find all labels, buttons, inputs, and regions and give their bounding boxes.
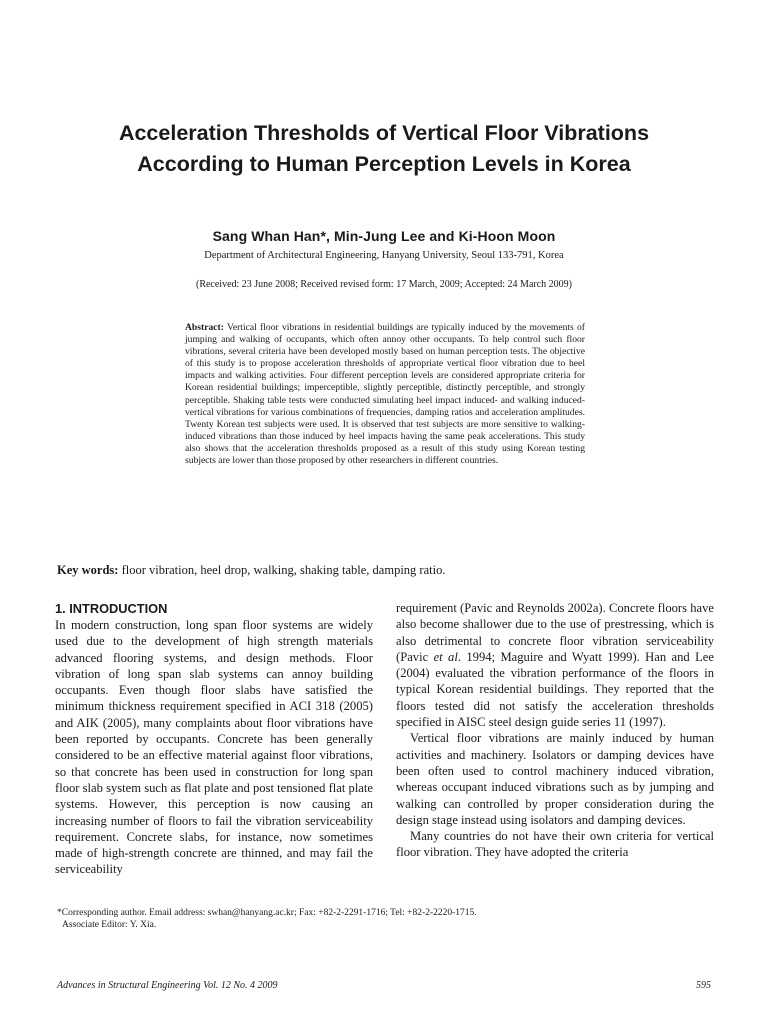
footnote <box>57 907 477 931</box>
section-heading: 1. INTRODUCTION <box>55 601 168 616</box>
left-column <box>55 600 373 878</box>
intro-paragraph-3: Many countries do not have their own criteria for vertical floor vibration. They have adopted the criteria <box>396 829 714 860</box>
title-line-1: Acceleration Thresholds of Vertical Floor Vibrations <box>118 121 650 145</box>
keywords-label: Key words: <box>57 563 119 577</box>
submission-dates: (Received: 23 June 2008; Received revised form: 17 March, 2009; Accepted: 24 March 2009) <box>195 279 572 290</box>
abstract <box>185 322 585 467</box>
footnote-associate-editor: Associate Editor: Y. Xia. <box>62 920 157 930</box>
intro-paragraph-2: Vertical floor vibrations are mainly induced by human activities and machinery. Isolators or damping devices have been often used to control machinery induced vibration, whereas occupant induced vibrations such as by jumping and walking can controlled by proper consideration during the design stage instead using isolators and damping devices. <box>396 731 714 827</box>
paper-title <box>40 118 728 180</box>
keywords-text: floor vibration, heel drop, walking, shaking table, damping ratio. <box>121 563 446 577</box>
footnote-corresponding-author: *Corresponding author. Email address: swhan@hanyang.ac.kr; Fax: +82-2-2291-1716; Tel: +82-2-2220-1715. <box>57 908 477 918</box>
right-column <box>396 600 714 861</box>
author-list: Sang Whan Han*, Min-Jung Lee and Ki-Hoon Moon <box>212 228 556 244</box>
intro-paragraph-1: In modern construction, long span floor systems are widely used due to the development of high strength materials advanced flooring systems, and design methods. Floor vibration of long span slab systems can annoy building occupants. Even though floor slabs have satisfied the minimum thickness requirement specified in ACI 318 (2005) and AIK (2005), many complaints about floor vibrations have been reported by occupants. Concrete has been generally considered to be an effective material against floor vibrations, so that concrete has been used in construction for long span floor slab system such as flat plate and post tensioned flat plate systems. However, this perception is now causing an increasing number of floors to fail the vibration serviceability requirement. Concrete slabs, for instance, now sometimes made of high-strength concrete are thinned, and may fail the serviceability <box>55 618 373 877</box>
intro-paragraph-1-continued <box>396 600 714 730</box>
journal-citation: Advances in Structural Engineering Vol. 12 No. 4 2009 <box>57 980 278 991</box>
abstract-label: Abstract: <box>185 322 224 333</box>
title-line-2: According to Human Perception Levels in Korea <box>137 152 631 176</box>
keywords <box>57 563 445 578</box>
abstract-text: Vertical floor vibrations in residential buildings are typically induced by the movements of jumping and walking of occupants, which often annoy other occupants. To help control such floor vibrations, several criteria have been developed mostly based on human perception tests. The objective of this study is to propose acceleration thresholds of appropriate vertical floor vibration due to heel impacts and walking activities. Four different perception levels are considered appropriate criteria for Korean residential buildings; imperceptible, slightly perceptible, distinctly perceptible, and strongly perceptible. Shaking table tests were conducted simulating heel impact induced- and walking induced-vertical vibrations for various combinations of frequencies, damping ratios and acceleration amplitudes. Twenty Korean test subjects were used. It is observed that test subjects are more sensitive to walking-induced vibrations than those induced by heel impacts having the same peak accelerations. This study also shows that the acceleration thresholds proposed as a result of this study using Korean testing subjects are lower than those proposed by other researchers in different countries. <box>185 322 586 467</box>
para-continued-text-b: . 1994; Maguire and Wyatt 1999). Han and Lee (2004) evaluated the vibration performance of the floors in typical Korean residential buildings. They reported that the floors tested did not satisfy the acceleration thresholds specified in AISC steel design guide series 11 (1997). <box>396 649 714 730</box>
page-number: 595 <box>696 980 711 991</box>
para-continued-text-a: requirement (Pavic and Reynolds 2002a). Concrete floors have also become shallower due to the use of prestressing, which is also detrimental to concrete floor vibration serviceability (Pavic <box>396 601 714 664</box>
et-al-italic: et al <box>433 649 458 664</box>
affiliation: Department of Architectural Engineering, Hanyang University, Seoul 133-791, Korea <box>204 250 564 261</box>
